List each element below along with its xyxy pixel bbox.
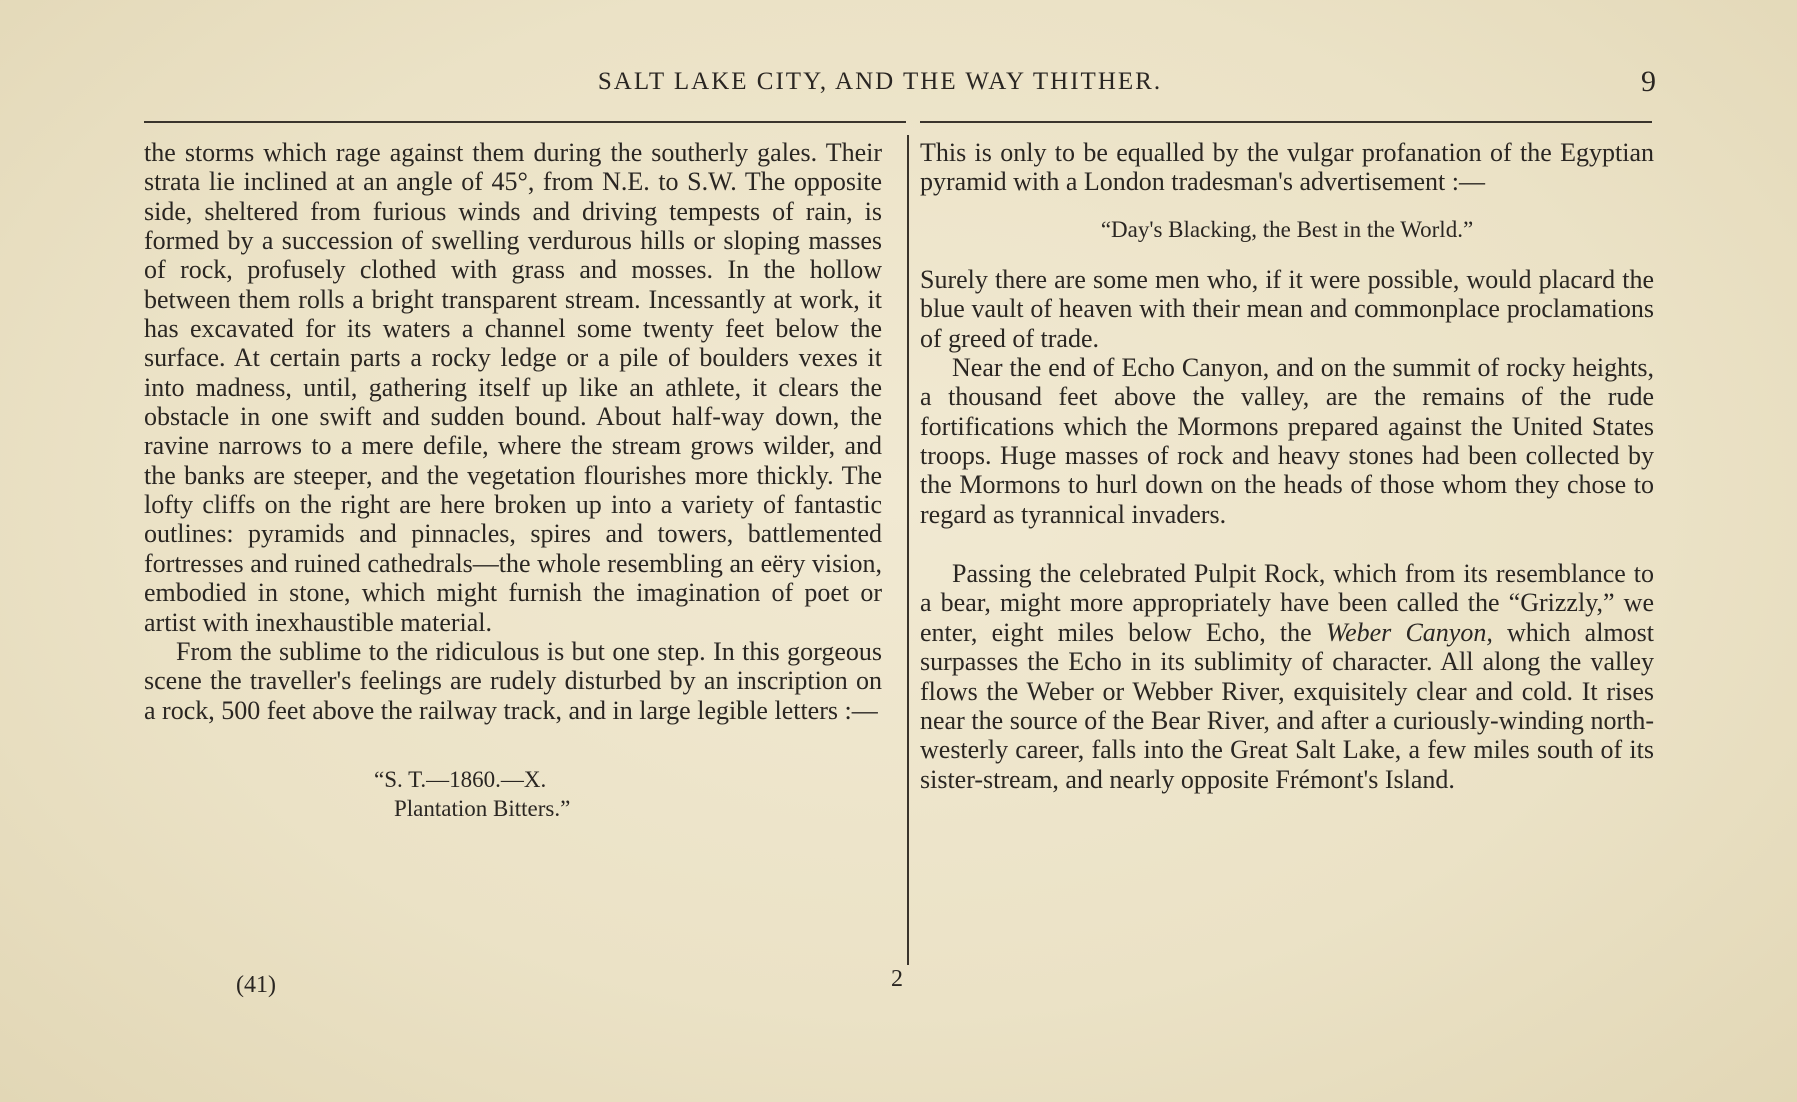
left-paragraph-1: the storms which rage against them during the southerly gales. Their strata lie inclined at an angle of 45°, from N.E. to S.W. The opposite side, sheltered from furious winds and driving tempests of rain, is formed by a succession of swelling verdurous hills or sloping masses of rock, profusely clothed with grass and mosses. In the hollow between them rolls a bright transparent stream. Incessantly at work, it has excavated for its waters a channel some twenty feet below the surface. At certain parts a rocky ledge or a pile of boulders vexes it into madness, until, gathering itself up like an athlete, it clears the obstacle in one swift and sudden bound. About half-way down, the ravine narrows to a mere defile, where the stream grows wilder, and the banks are steeper, and the vegetation flourishes more thickly. The lofty cliffs on the right are here broken up into a variety of fantastic outlines: pyramids and pinnacles, spires and towers, battlemented fortresses and ruined cathedrals—the whole resembling an eëry vision, embodied in stone, which might furnish the imagination of poet or artist with inexhaustible material. — [144, 138, 882, 637]
page-number: 9 — [1641, 65, 1656, 98]
right-paragraph-2: Surely there are some men who, if it were possible, would placard the blue vault of heaven with their mean and commonplace proclamations of greed of trade. — [920, 265, 1654, 353]
inscription-line-1: “S. T.—1860.—X. — [374, 766, 547, 792]
header-rule-left — [144, 121, 906, 123]
running-title: SALT LAKE CITY, AND THE WAY THITHER. — [597, 68, 1163, 95]
column-divider — [907, 135, 909, 965]
sheet-mark: 2 — [891, 966, 903, 992]
weber-canyon-italic: Weber Canyon, — [1325, 617, 1493, 647]
right-paragraph-4 — [920, 559, 1654, 794]
blacking-quote: “Day's Blacking, the Best in the World.” — [1100, 216, 1474, 242]
right-paragraph-1: This is only to be equalled by the vulgar profanation of the Egyptian pyramid with a London tradesman's advertisement :— — [920, 138, 1654, 197]
left-column — [144, 138, 882, 823]
signature-mark: (41) — [236, 972, 276, 998]
paragraph-gap — [920, 529, 1654, 559]
right-paragraph-3: Near the end of Echo Canyon, and on the summit of rocky heights, a thousand feet above the valley, are the remains of the rude fortifications which the Mormons prepared against the United States troops. Huge masses of rock and heavy stones had been collected by the Mormons to hurl down on the heads of those whom they chose to regard as tyrannical invaders. — [920, 353, 1654, 529]
header-rule-right — [920, 121, 1652, 123]
right-column — [920, 138, 1654, 794]
para4-text-after: which almost surpasses the Echo in its sublimity of character. All along the valley flows the Weber or Webber River, exquisitely clear and cold. It rises near the source of the Bear River, and after a curiously-winding north-westerly career, falls into the Great Salt Lake, a few miles south of its sister-stream, and nearly opposite Frémont's Island. — [920, 617, 1654, 794]
running-head — [144, 65, 1656, 108]
left-paragraph-2: From the sublime to the ridiculous is but one step. In this gorgeous scene the traveller's feelings are rudely disturbed by an inscription on a rock, 500 feet above the railway track, and in large legible letters :— — [144, 636, 882, 725]
para4-text-before: Passing the celebrated Pulpit Rock, which from its resemblance to a bear, might more appropriately have been called the “Grizzly,” we enter, eight miles below Echo, the — [920, 559, 1654, 647]
inscription-line-2: Plantation Bitters.” — [394, 795, 571, 821]
rock-inscription-quote — [144, 765, 882, 823]
